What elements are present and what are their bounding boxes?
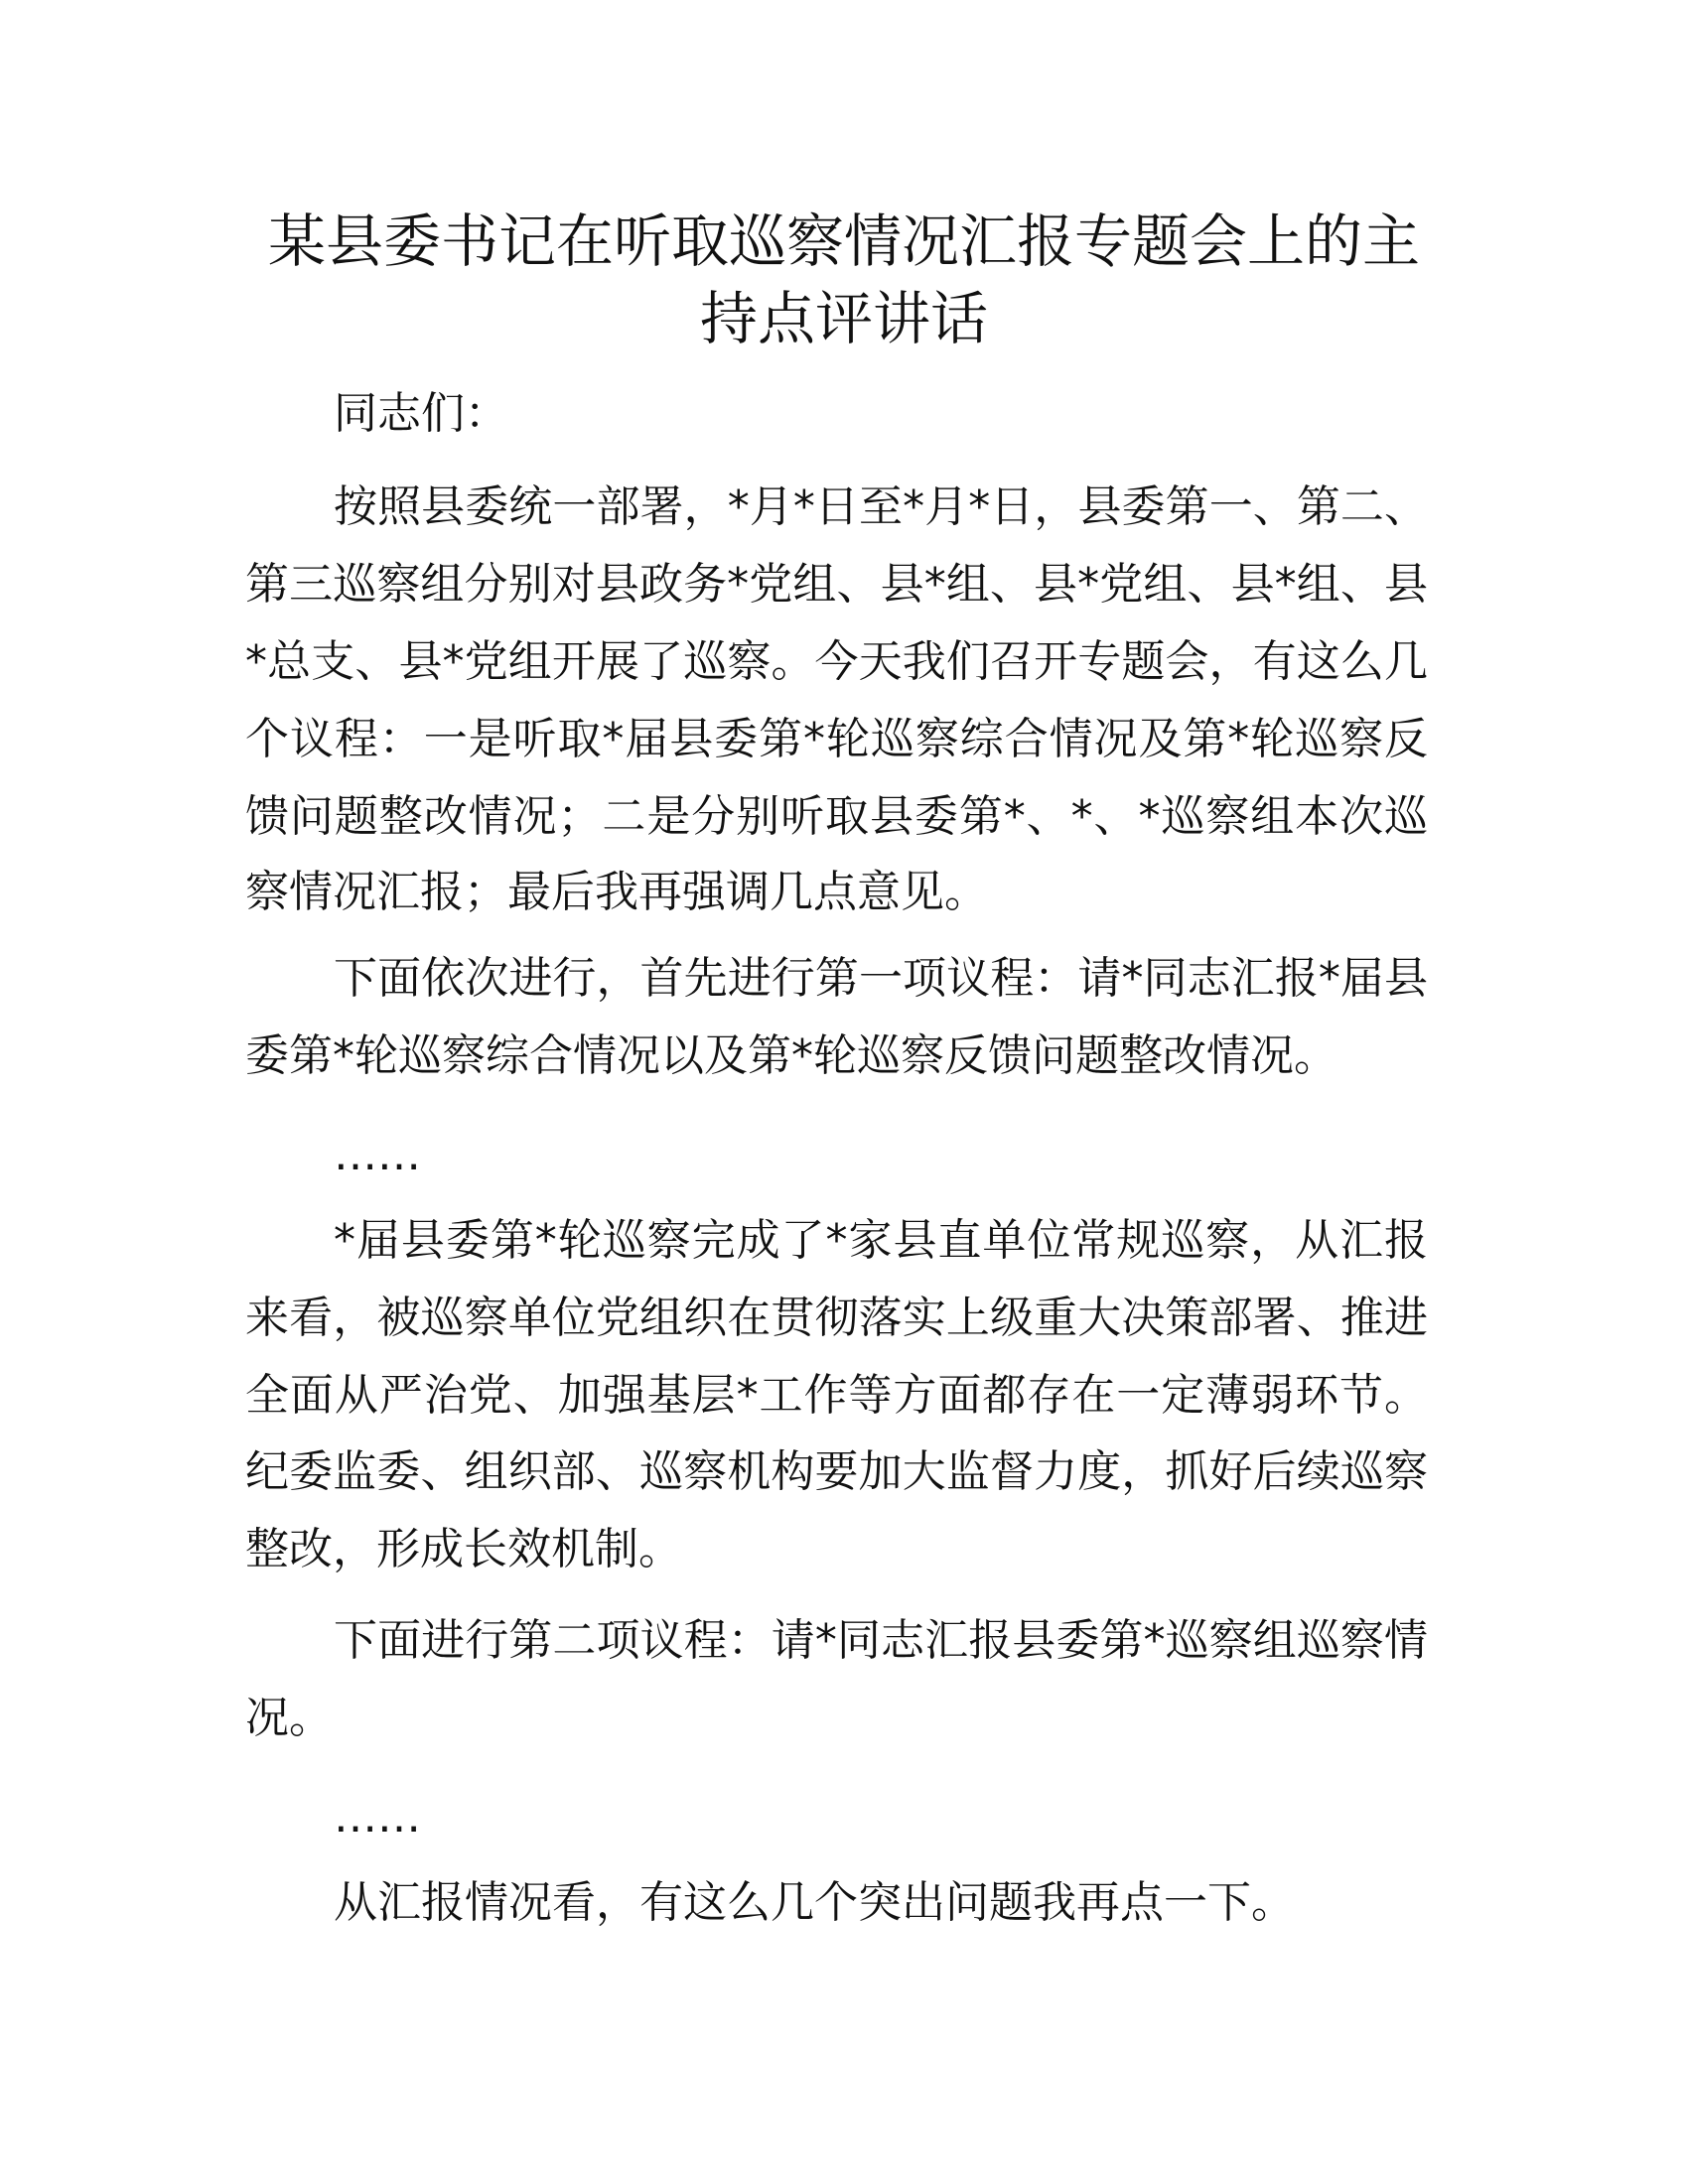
paragraph-7-line-1: …… bbox=[334, 1792, 421, 1843]
paragraph-4-line-1: …… bbox=[334, 1130, 421, 1180]
paragraph-5-line-4: 纪委监委、组织部、巡察机构要加大监督力度，抓好后续巡察 bbox=[245, 1446, 1428, 1497]
paragraph-2-line-5: 馈问题整改情况；二是分别听取县委第*、*、*巡察组本次巡 bbox=[245, 791, 1428, 842]
paragraph-5-line-1: *届县委第*轮巡察完成了*家县直单位常规巡察，从汇报 bbox=[334, 1215, 1428, 1266]
paragraph-2-line-6: 察情况汇报；最后我再强调几点意见。 bbox=[245, 867, 988, 917]
document-title-line-1: 某县委书记在听取巡察情况汇报专题会上的主 bbox=[267, 207, 1420, 275]
paragraph-6-line-2: 况。 bbox=[245, 1693, 333, 1743]
paragraph-2-line-4: 个议程：一是听取*届县委第*轮巡察综合情况及第*轮巡察反 bbox=[245, 714, 1428, 764]
paragraph-2-line-3: *总支、县*党组开展了巡察。今天我们召开专题会，有这么几 bbox=[245, 636, 1428, 687]
paragraph-2-line-1: 按照县委统一部署，*月*日至*月*日，县委第一、第二、 bbox=[334, 481, 1428, 532]
paragraph-1-line-1: 同志们： bbox=[334, 388, 508, 439]
paragraph-5-line-2: 来看，被巡察单位党组织在贯彻落实上级重大决策部署、推进 bbox=[245, 1293, 1428, 1343]
paragraph-3-line-2: 委第*轮巡察综合情况以及第*轮巡察反馈问题整改情况。 bbox=[245, 1030, 1337, 1081]
paragraph-3-line-1: 下面依次进行，首先进行第一项议程：请*同志汇报*届县 bbox=[334, 953, 1428, 1004]
paragraph-2-line-2: 第三巡察组分别对县政务*党组、县*组、县*党组、县*组、县 bbox=[245, 559, 1428, 610]
paragraph-6-line-1: 下面进行第二项议程：请*同志汇报县委第*巡察组巡察情 bbox=[334, 1615, 1428, 1666]
paragraph-8-line-1: 从汇报情况看，有这么几个突出问题我再点一下。 bbox=[334, 1877, 1295, 1928]
document-title-line-2: 持点评讲话 bbox=[699, 285, 988, 352]
paragraph-5-line-3: 全面从严治党、加强基层*工作等方面都存在一定薄弱环节。 bbox=[245, 1370, 1428, 1421]
paragraph-5-line-5: 整改，形成长效机制。 bbox=[245, 1524, 682, 1574]
